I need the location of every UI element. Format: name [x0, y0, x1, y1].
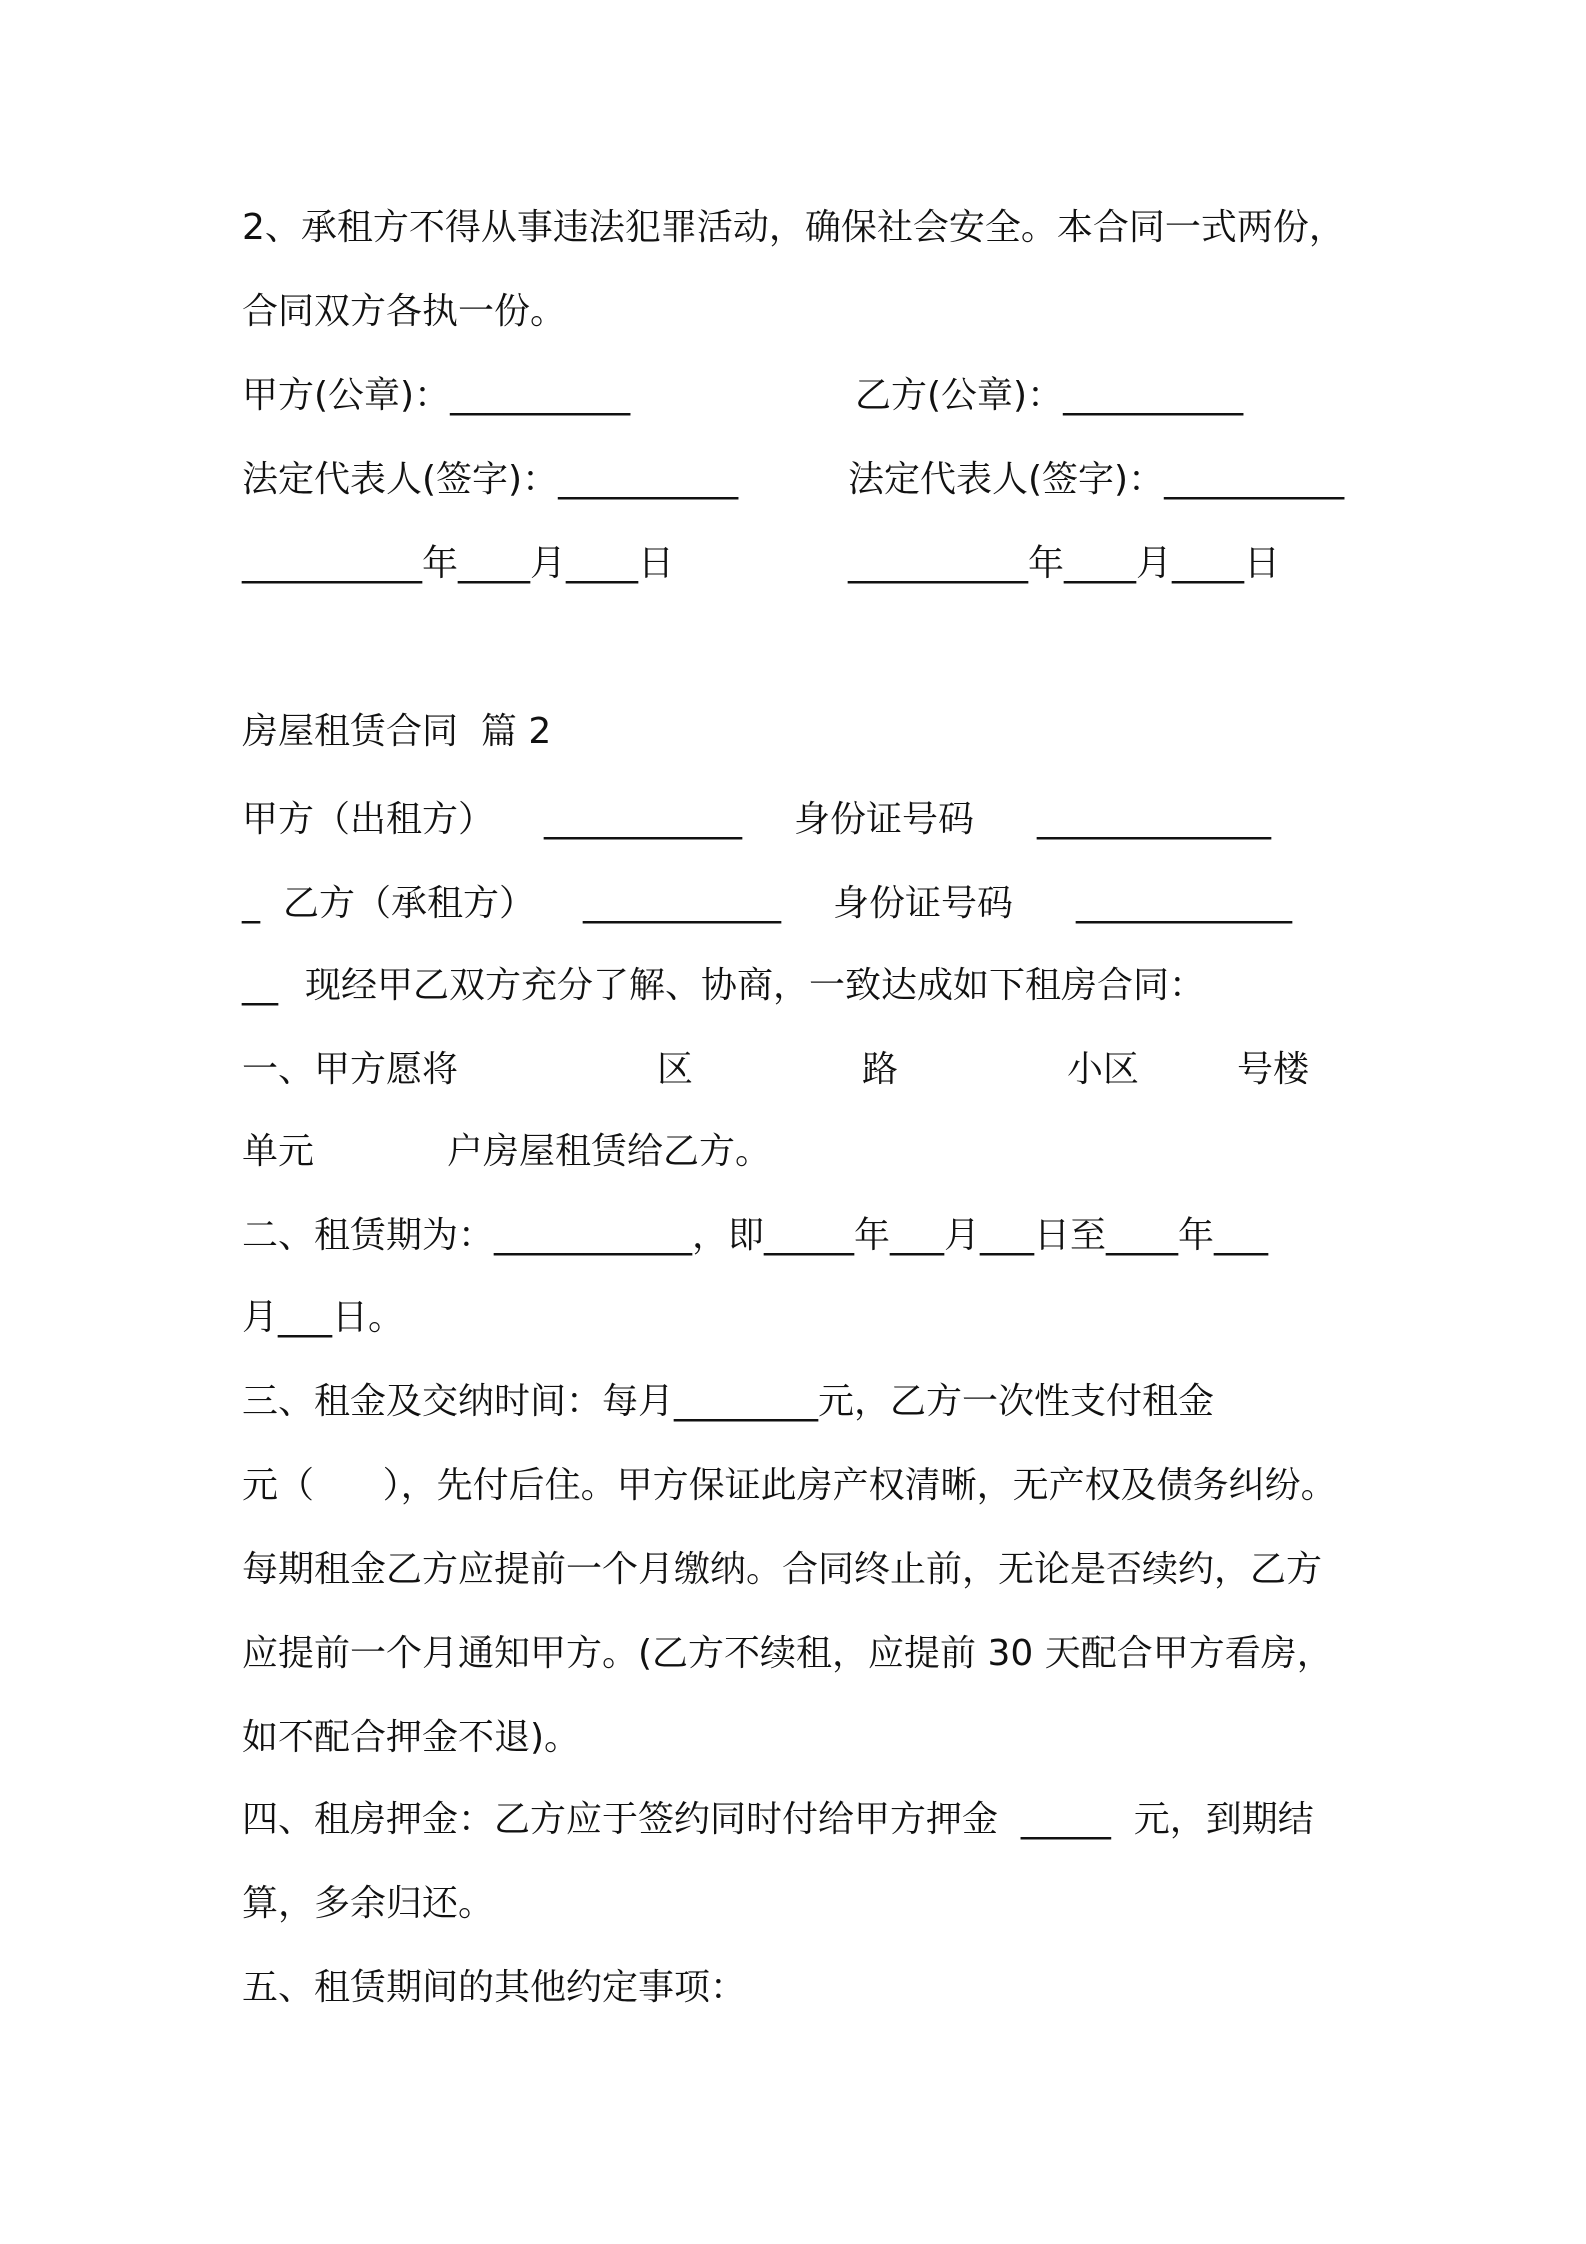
- party-b-name-blank: ___________: [583, 883, 781, 924]
- party-b-label: 乙方（承租方）: [283, 883, 536, 924]
- item-3-line-2: 元（ ），先付后住。甲方保证此房产权清晰，无产权及债务纠纷。: [242, 1465, 1337, 1506]
- item-3-line-4: 应提前一个月通知甲方。(乙方不续租，应提前 30 天配合甲方看房，: [242, 1633, 1333, 1674]
- item-1-community: 小区: [1067, 1049, 1140, 1090]
- clause-2-line-1: 2、承租方不得从事违法犯罪活动，确保社会安全。本合同一式两份，: [242, 207, 1345, 248]
- item-1-district: 区: [657, 1049, 694, 1090]
- party-a-name-blank: ___________: [544, 799, 742, 840]
- clause-2-line-2: 合同双方各执一份。: [242, 291, 567, 332]
- party-a-id-blank-continued: _: [242, 883, 260, 924]
- party-a-id-label: 身份证号码: [794, 799, 975, 840]
- intro-text: 现经甲乙双方充分了解、协商，一致达成如下租房合同：: [305, 965, 1206, 1006]
- item-3-line-3: 每期租金乙方应提前一个月缴纳。合同终止前，无论是否续约，乙方: [242, 1549, 1323, 1590]
- party-a-id-blank: _____________: [1037, 799, 1271, 840]
- item-2-line-1: 二、租赁期为：___________，即_____年___月___日至____年___: [242, 1215, 1269, 1256]
- signature-party-b: 乙方(公章)：__________: [855, 375, 1244, 416]
- signature-date-b: __________年____月____日: [848, 543, 1280, 584]
- signature-representative-b: 法定代表人(签字)：__________: [848, 459, 1345, 500]
- party-b-id-label: 身份证号码: [833, 883, 1014, 924]
- item-1-unit: 单元: [242, 1131, 315, 1172]
- item-5-line-1: 五、租赁期间的其他约定事项：: [242, 1967, 747, 2008]
- signature-date-a: __________年____月____日: [242, 543, 674, 584]
- item-1-start: 一、甲方愿将: [242, 1049, 459, 1090]
- item-4-line-1: 四、租房押金：乙方应于签约同时付给甲方押金 _____ 元，到期结: [242, 1799, 1314, 1840]
- signature-representative-a: 法定代表人(签字)：__________: [242, 459, 739, 500]
- item-3-line-5: 如不配合押金不退)。: [242, 1717, 581, 1758]
- party-b-id-blank-continued: __: [242, 965, 278, 1006]
- party-a-label: 甲方（出租方）: [242, 799, 495, 840]
- item-1-road: 路: [862, 1049, 899, 1090]
- signature-party-a: 甲方(公章)：__________: [242, 375, 631, 416]
- item-1-end: 户房屋租赁给乙方。: [447, 1131, 772, 1172]
- item-4-line-2: 算，多余归还。: [242, 1883, 495, 1924]
- party-b-id-blank: ____________: [1076, 883, 1292, 924]
- item-3-line-1: 三、租金及交纳时间：每月________元，乙方一次性支付租金: [242, 1381, 1215, 1422]
- section-title: 房屋租赁合同 篇 2: [242, 711, 552, 752]
- item-1-building: 号楼: [1237, 1049, 1310, 1090]
- item-2-line-2: 月___日。: [242, 1297, 405, 1338]
